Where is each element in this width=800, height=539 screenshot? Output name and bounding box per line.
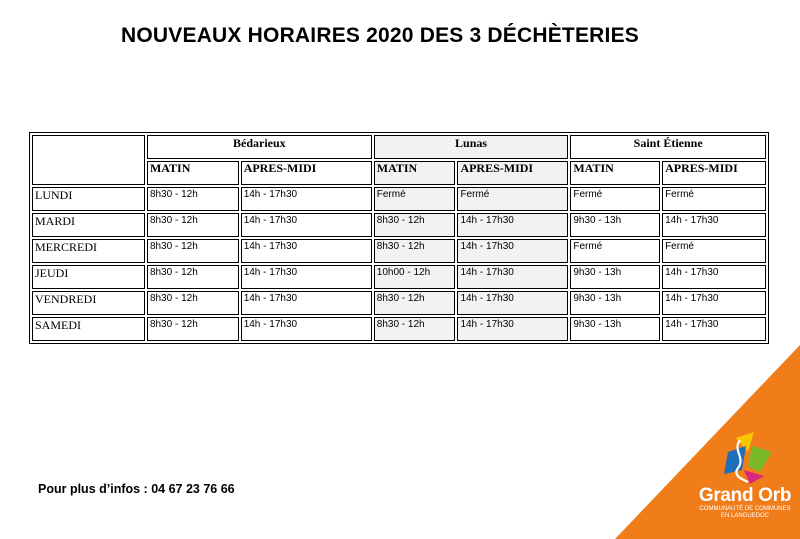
hours-cell: Fermé	[570, 239, 660, 263]
hours-cell: 9h30 - 13h	[570, 291, 660, 315]
hours-cell: 14h - 17h30	[241, 239, 372, 263]
hours-cell: Fermé	[570, 187, 660, 211]
hours-cell: 14h - 17h30	[662, 317, 766, 341]
hours-cell: 8h30 - 12h	[374, 291, 456, 315]
hours-cell: 8h30 - 12h	[374, 317, 456, 341]
hours-cell: 8h30 - 12h	[147, 213, 239, 237]
hours-cell: 9h30 - 13h	[570, 213, 660, 237]
day-label: JEUDI	[32, 265, 145, 289]
hours-cell: 14h - 17h30	[457, 291, 568, 315]
site-header-lunas: Lunas	[374, 135, 569, 159]
hours-cell: 8h30 - 12h	[147, 265, 239, 289]
hours-cell: 14h - 17h30	[662, 213, 766, 237]
hours-cell: 14h - 17h30	[241, 265, 372, 289]
period-header: APRES-MIDI	[241, 161, 372, 185]
period-header: MATIN	[147, 161, 239, 185]
day-label: MARDI	[32, 213, 145, 237]
hours-cell: 14h - 17h30	[457, 239, 568, 263]
hours-cell: 14h - 17h30	[457, 265, 568, 289]
hours-cell: Fermé	[662, 187, 766, 211]
hours-cell: 14h - 17h30	[662, 265, 766, 289]
period-header: APRES-MIDI	[457, 161, 568, 185]
hours-cell: 14h - 17h30	[241, 187, 372, 211]
hours-cell: Fermé	[457, 187, 568, 211]
hours-cell: 14h - 17h30	[241, 291, 372, 315]
site-header-saint-etienne: Saint Étienne	[570, 135, 766, 159]
site-header-bedarieux: Bédarieux	[147, 135, 372, 159]
hours-cell: 14h - 17h30	[241, 317, 372, 341]
hours-cell: 14h - 17h30	[662, 291, 766, 315]
hours-cell: 8h30 - 12h	[147, 317, 239, 341]
hours-cell: 8h30 - 12h	[147, 291, 239, 315]
contact-info: Pour plus d’infos : 04 67 23 76 66	[38, 482, 235, 496]
hours-cell: 8h30 - 12h	[374, 213, 456, 237]
day-label: VENDREDI	[32, 291, 145, 315]
day-label: LUNDI	[32, 187, 145, 211]
logo-block	[690, 486, 800, 520]
period-header: APRES-MIDI	[662, 161, 766, 185]
period-header: MATIN	[374, 161, 456, 185]
hours-cell: Fermé	[662, 239, 766, 263]
hours-cell: 14h - 17h30	[241, 213, 372, 237]
hours-cell: 8h30 - 12h	[374, 239, 456, 263]
day-label: SAMEDI	[32, 317, 145, 341]
hours-cell: 8h30 - 12h	[147, 187, 239, 211]
day-label: MERCREDI	[32, 239, 145, 263]
page-title: NOUVEAUX HORAIRES 2020 DES 3 DÉCHÈTERIES	[121, 24, 639, 47]
hours-cell: 10h00 - 12h	[374, 265, 456, 289]
hours-cell: 9h30 - 13h	[570, 317, 660, 341]
hours-cell: 14h - 17h30	[457, 213, 568, 237]
period-header: MATIN	[570, 161, 660, 185]
hours-cell: Fermé	[374, 187, 456, 211]
logo-subtitle: EN LANGUEDOC	[720, 513, 769, 519]
hours-cell: 14h - 17h30	[457, 317, 568, 341]
hours-cell: 8h30 - 12h	[147, 239, 239, 263]
logo-name: Grand Orb	[698, 485, 792, 506]
hours-cell: 9h30 - 13h	[570, 265, 660, 289]
logo-subtitle: COMMUNAUTÉ DE COMMUNES	[699, 506, 791, 512]
